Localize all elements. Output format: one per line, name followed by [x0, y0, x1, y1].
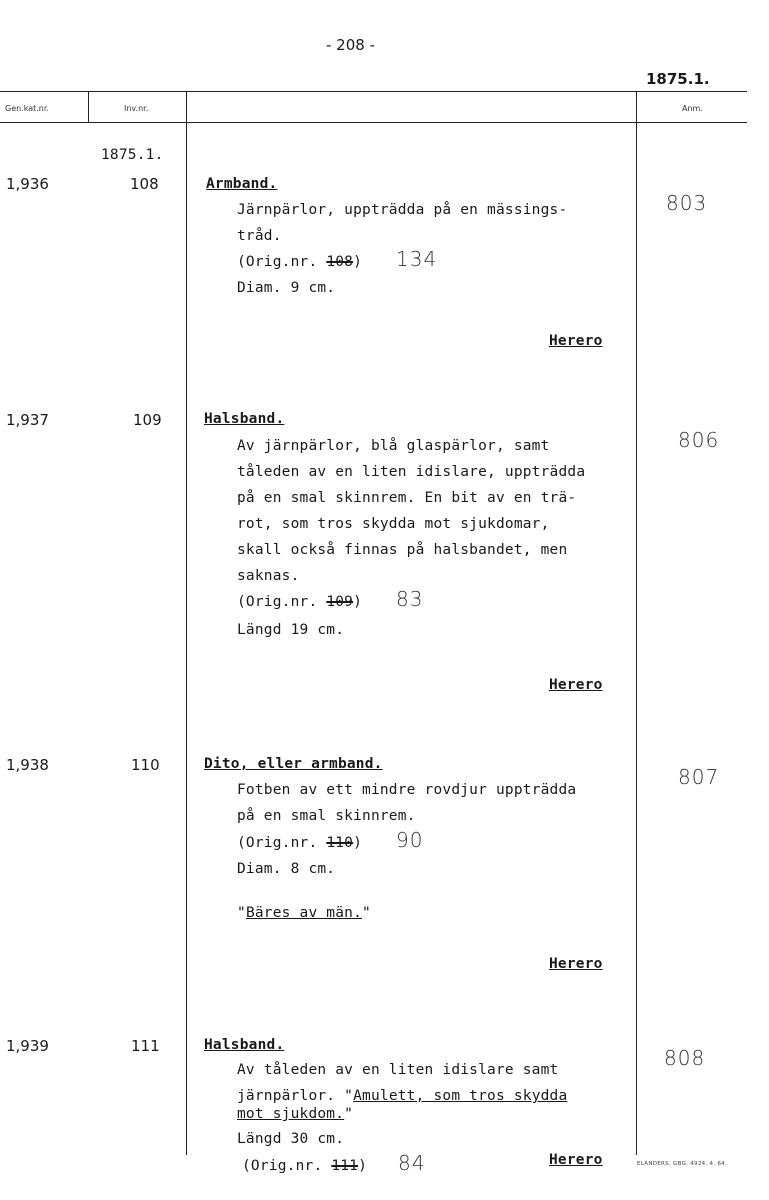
measurement: Diam. 8 cm.	[237, 861, 336, 877]
orig-close: )	[358, 1158, 368, 1174]
year-header: 1875.1.	[646, 70, 710, 88]
description-line: på en smal skinnrem.	[237, 808, 416, 824]
handwritten-orig-number: 84	[398, 1151, 426, 1175]
col-header-inv: Inv.nr.	[124, 104, 149, 113]
col-header-anm: Anm.	[682, 104, 703, 113]
description-line: rot, som tros skydda mot sjukdomar,	[237, 516, 550, 532]
anm-handwritten: 803	[666, 191, 708, 215]
measurement: Längd 30 cm.	[237, 1131, 345, 1147]
gen-kat-number: 1,939	[6, 1037, 49, 1055]
description-line: på en smal skinnrem. En bit av en trä-	[237, 490, 577, 506]
description-line	[237, 1106, 353, 1122]
gen-kat-number: 1,938	[6, 756, 49, 774]
quote-line	[237, 905, 371, 921]
description-line: Av järnpärlor, blå glaspärlor, samt	[237, 438, 550, 454]
inv-number: 108	[130, 175, 159, 193]
quote-text: Amulett, som tros skydda	[353, 1088, 568, 1104]
orig-struck-number: 110	[326, 835, 354, 851]
location: Herero	[549, 677, 603, 693]
entry-title: Halsband.	[204, 411, 285, 427]
entry-title: Armband.	[206, 176, 278, 192]
orig-label: (Orig.nr.	[237, 254, 327, 270]
handwritten-orig-number: 90	[396, 828, 424, 852]
orig-label: (Orig.nr.	[237, 835, 327, 851]
description-line: tråd.	[237, 228, 282, 244]
column-divider-1	[88, 91, 89, 122]
anm-handwritten: 807	[678, 765, 720, 789]
description-plain: järnpärlor. "	[237, 1088, 354, 1104]
quote-text: Bäres av män.	[245, 905, 363, 921]
col-header-gen-kat: Gen.kat.nr.	[5, 104, 49, 113]
header-top-rule	[0, 91, 747, 92]
orig-number-line	[237, 835, 362, 851]
printer-imprint: ELANDERS, GBG. 4924. 4. 64.	[637, 1161, 728, 1167]
inv-number: 111	[131, 1037, 160, 1055]
orig-number-line	[237, 594, 362, 610]
orig-number-line	[237, 254, 362, 270]
orig-label: (Orig.nr.	[237, 594, 327, 610]
header-bottom-rule	[0, 122, 747, 123]
inv-number: 109	[133, 411, 162, 429]
handwritten-orig-number: 134	[396, 247, 438, 271]
orig-close: )	[353, 594, 363, 610]
description-line: saknas.	[237, 568, 300, 584]
orig-close: )	[353, 254, 363, 270]
description-line	[237, 1088, 567, 1104]
gen-kat-number: 1,937	[6, 411, 49, 429]
measurement: Diam. 9 cm.	[237, 280, 336, 296]
orig-number-line	[242, 1158, 367, 1174]
orig-struck-number: 109	[326, 594, 354, 610]
column-divider-2	[186, 91, 187, 1155]
description-line: Av tåleden av en liten idislare samt	[237, 1062, 559, 1078]
description-line: skall också finnas på halsbandet, men	[237, 542, 568, 558]
handwritten-orig-number: 83	[396, 587, 424, 611]
description-line: Fotben av ett mindre rovdjur uppträdda	[237, 782, 577, 798]
column-divider-3	[636, 91, 637, 1155]
quote-text: mot sjukdom.	[237, 1106, 345, 1122]
quote-close: "	[344, 1106, 354, 1122]
orig-struck-number: 108	[326, 254, 354, 270]
inv-number: 110	[131, 756, 160, 774]
gen-kat-number: 1,936	[6, 175, 49, 193]
quote-open: "	[237, 905, 246, 921]
orig-close: )	[353, 835, 363, 851]
orig-struck-number: 111	[331, 1158, 359, 1174]
page-number: - 208 -	[326, 36, 375, 54]
orig-label: (Orig.nr.	[242, 1158, 332, 1174]
anm-handwritten: 806	[678, 428, 720, 452]
description-line: tåleden av en liten idislare, uppträdda	[237, 464, 586, 480]
entry-title: Dito, eller armband.	[204, 756, 383, 772]
location: Herero	[549, 333, 603, 349]
description-line: Järnpärlor, uppträdda på en mässings-	[237, 202, 568, 218]
quote-close: "	[362, 905, 371, 921]
measurement: Längd 19 cm.	[237, 622, 345, 638]
entry-title: Halsband.	[204, 1037, 285, 1053]
anm-handwritten: 808	[664, 1046, 706, 1070]
location: Herero	[549, 956, 603, 972]
location: Herero	[549, 1152, 603, 1168]
year-row: 1875.1.	[101, 147, 164, 163]
